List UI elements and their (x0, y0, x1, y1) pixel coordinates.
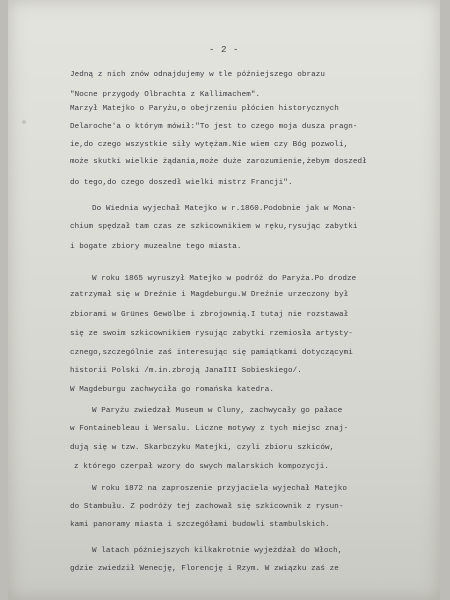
text-line: Jedną z nich znów odnajdujemy w tle późniejszego obrazu (70, 71, 326, 79)
document-page (8, 0, 440, 600)
text-line: z którego czerpał wzory do swych malarskich kompozycji. (74, 463, 330, 471)
text-line: W roku 1872 na zaproszenie przyjaciela wyjechał Matejko (92, 485, 348, 493)
text-line: do Stambułu. Z podróży tej zachował się szkicownik z rysun- (70, 503, 344, 511)
text-line: Delaroche'a o którym mówił:"To jest to czego moja dusza pragn- (70, 123, 358, 131)
text-line: Marzył Matejko o Paryżu,o obejrzeniu płócien historycznych (70, 105, 339, 113)
text-line: W Magdeburgu zachwyciła go romańska katedra. (70, 386, 275, 394)
text-line: i bogate zbiory muzealne tego miasta. (70, 243, 242, 251)
text-line: dują się w tzw. Skarbczyku Matejki, czyli zbioru szkiców, (70, 444, 335, 452)
text-line: chium spędzał tam czas ze szkicownikiem w ręku,rysując zabytki (70, 223, 358, 231)
page-number: - 2 - (208, 44, 240, 55)
text-line: historii Polski /m.in.zbroją JanaIII Sobieskiego/. (70, 367, 302, 375)
text-line: gdzie zwiedził Wenecję, Florencję i Rzym. W związku zaś ze (70, 565, 339, 573)
text-line: ie,do czego wszystkie siły wytężam.Nie wiem czy Bóg pozwoli, (70, 141, 349, 149)
text-line: zbiorami w Grünes Gewölbe i zbrojownią.I tutaj nie rozstawał (70, 311, 349, 319)
typewritten-body (8, 0, 440, 600)
text-line: w Fontainebleau i Wersalu. Liczne motywy z tych miejsc znaj- (70, 425, 349, 433)
text-line: W roku 1865 wyruszył Matejko w podróż do Paryża.Po drodze (92, 275, 357, 283)
text-line: kami panoramy miasta i szczegółami budowli stambulskich. (70, 521, 330, 529)
text-line: Do Wiednia wyjechał Matejko w r.1860.Podobnie jak w Mona- (92, 205, 357, 213)
text-line: się ze swoim szkicownikiem rysując zabytki rzemiosła artysty- (70, 330, 353, 338)
text-line: W Paryżu zwiedzał Museum w Cluny, zachwycały go pałace (92, 407, 343, 415)
text-line: zatrzymał się w Dreźnie i Magdeburgu.W Dreźnie urzeczony był (70, 291, 349, 299)
text-line: do tego,do czego doszedł wielki mistrz Francji". (70, 179, 293, 187)
text-line: "Nocne przygody Olbrachta z Kallimachem". (70, 91, 261, 99)
text-line: W latach późniejszych kilkakrotnie wyjeżdżał do Włoch, (92, 547, 343, 555)
text-line: może skutki wielkie żądania,może duże zarozumienie,żebym doszedł (70, 158, 367, 166)
text-line: cznego,szczególnie zaś interesując się pamiątkami dotyczącymi (70, 349, 353, 357)
